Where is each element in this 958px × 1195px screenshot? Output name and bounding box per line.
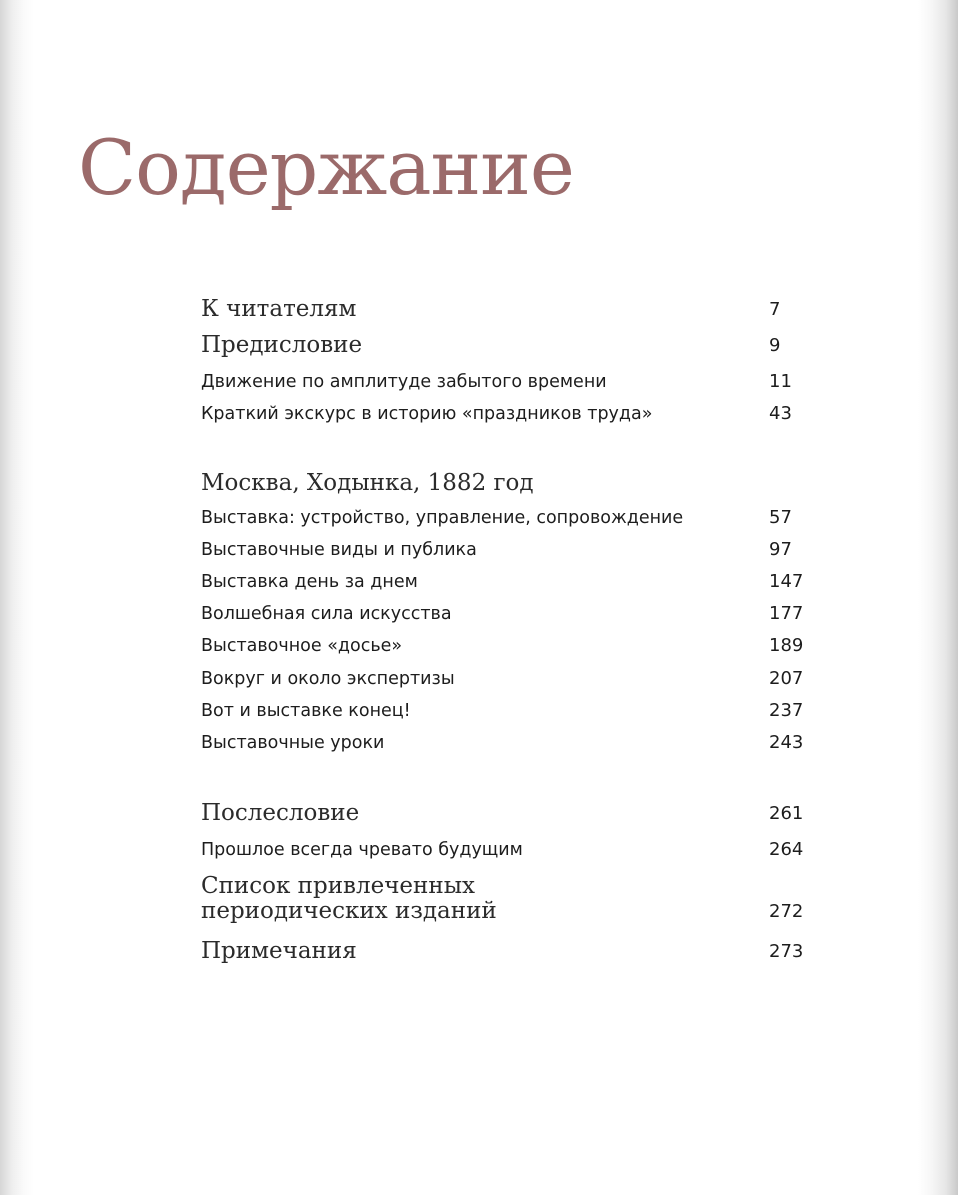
toc-entry-page: 11 [769, 371, 792, 392]
toc-entry-title: Волшебная сила искусства [201, 604, 452, 624]
toc-entry-title: К читателям [201, 296, 357, 322]
toc-entry-page: 177 [769, 603, 804, 624]
toc-entry-title: Предисловие [201, 332, 363, 358]
toc-entry-vystavochnoe-dosye[interactable] [201, 628, 807, 658]
toc-entry-page: 97 [769, 539, 792, 560]
toc-entry-page: 272 [769, 901, 804, 922]
toc-entry-page: 243 [769, 732, 804, 753]
toc-entry-title: Краткий экскурс в историю «праздников труда» [201, 404, 653, 424]
toc-entry-page: 7 [769, 299, 781, 320]
toc-entry-vystavochnye-vidy[interactable] [201, 532, 807, 562]
toc-entry-vystavka-den[interactable] [201, 564, 807, 594]
toc-entry-page: 189 [769, 635, 804, 656]
toc-entry-spisok-izdaniy[interactable] [201, 864, 807, 924]
page-title: Содержание [78, 123, 574, 212]
toc-entry-title: Примечания [201, 938, 357, 964]
toc-section-title: Москва, Ходынка, 1882 год [201, 470, 534, 496]
toc-entry-title: Выставка день за днем [201, 572, 418, 592]
toc-entry-page: 57 [769, 507, 792, 528]
toc-entry-page: 264 [769, 839, 804, 860]
toc-entry-page: 9 [769, 335, 781, 356]
toc-entry-k-chitatelyam[interactable] [201, 292, 807, 322]
toc-section-moskva-khodynka[interactable] [201, 466, 807, 496]
toc-entry-dvizhenie[interactable] [201, 364, 807, 394]
toc-entry-title: Выставочные виды и публика [201, 540, 477, 560]
toc-entry-vystavochnye-uroki[interactable] [201, 725, 807, 755]
toc-entry-vokrug-ekspertizy[interactable] [201, 661, 807, 691]
toc-entry-title: Вокруг и около экспертизы [201, 669, 455, 689]
toc-entry-page: 237 [769, 700, 804, 721]
toc-entry-proshloe[interactable] [201, 832, 807, 862]
toc-entry-page: 43 [769, 403, 792, 424]
toc-entry-title: Послесловие [201, 800, 360, 826]
toc-entry-kratkiy-ekskurs[interactable] [201, 396, 807, 426]
toc-entry-posleslovie[interactable] [201, 796, 807, 826]
toc-entry-page: 261 [769, 803, 804, 824]
toc-entry-title: Движение по амплитуде забытого времени [201, 372, 607, 392]
toc-entry-page: 207 [769, 668, 804, 689]
toc-entry-primechaniya[interactable] [201, 934, 807, 964]
toc-entry-title: Выставочные уроки [201, 733, 385, 753]
toc-entry-volshebnaya-sila[interactable] [201, 596, 807, 626]
toc-entry-title: Прошлое всегда чревато будущим [201, 840, 523, 860]
toc-entry-title: Список привлеченных периодических изданий [201, 873, 497, 924]
toc-entry-vystavka-ustroystvo[interactable] [201, 500, 807, 530]
toc-entry-page: 273 [769, 941, 804, 962]
toc-entry-predislovie[interactable] [201, 328, 807, 358]
toc-entry-title: Выставка: устройство, управление, сопровождение [201, 508, 684, 528]
toc-entry-title: Вот и выставке конец! [201, 701, 411, 721]
toc-entry-title: Выставочное «досье» [201, 636, 403, 656]
toc-entry-page: 147 [769, 571, 804, 592]
toc-entry-vot-i-vystavke-konec[interactable] [201, 693, 807, 723]
